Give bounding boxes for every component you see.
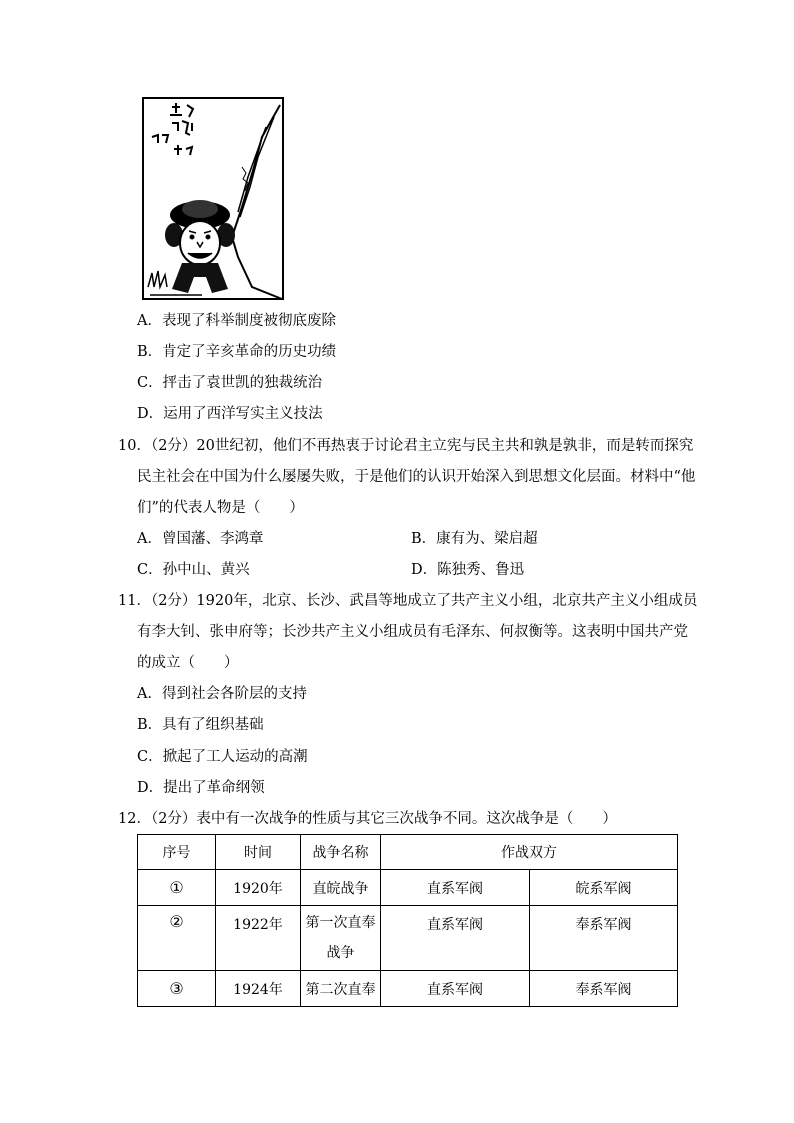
q9-option-d: D．运用了西洋写实主义技法 [137,406,323,422]
row-side-2: 皖系军阀 [530,870,678,906]
row-war-name-cell [301,906,381,971]
political-cartoon-image [142,97,284,300]
q11-option-d: D．提出了革命纲领 [137,780,265,796]
row-side-1: 直系军阀 [381,870,530,906]
q11-option-b: B．具有了组织基础 [137,717,264,733]
row-serial: ② [138,906,216,971]
q9-option-b: B．肯定了辛亥革命的历史功绩 [137,344,337,360]
row-war-name: 直皖战争 [301,870,381,906]
header-sides: 作战双方 [381,835,678,870]
row-side-1: 直系军阀 [381,971,530,1007]
row-side-1: 直系军阀 [381,906,530,971]
table-row [138,971,678,1007]
q11-stem-line1: 11．（2分）1920年，北京、长沙、武昌等地成立了共产主义小组，北京共产主义小组成员 [118,593,698,609]
row-time: 1924年 [216,971,301,1007]
q11-option-c: C．掀起了工人运动的高潮 [137,749,308,765]
table-row [138,906,678,971]
q11-stem-line3: 的成立（ ） [137,655,239,671]
row-war-name: 第二次直奉 [301,971,381,1007]
q10-stem-line3: 们”的代表人物是（ ） [137,500,304,516]
q10-option-a: A．曾国藩、李鸿章 [137,531,264,547]
table-row [138,870,678,906]
header-time: 时间 [216,835,301,870]
war-table [137,834,678,1007]
row-serial: ③ [138,971,216,1007]
table-header-row [138,835,678,870]
q10-stem-line2: 民主社会在中国为什么屡屡失败，于是他们的认识开始深入到思想文化层面。材料中“他 [137,469,696,485]
q10-stem-line1: 10．（2分）20世纪初，他们不再热衷于讨论君主立宪与民主共和孰是孰非，而是转而探究 [118,438,694,454]
row-side-2: 奉系军阀 [530,971,678,1007]
q10-option-c: C．孙中山、黄兴 [137,562,250,578]
header-serial: 序号 [138,835,216,870]
row-war-name-cont: 战争 [326,945,355,961]
q9-option-c: C．抨击了袁世凯的独裁统治 [137,375,323,391]
q12-stem: 12．（2分）表中有一次战争的性质与其它三次战争不同。这次战争是（ ） [118,811,617,827]
q10-option-b: B．康有为、梁启超 [411,531,538,547]
row-side-2: 奉系军阀 [530,906,678,971]
row-time: 1920年 [216,870,301,906]
header-war-name: 战争名称 [301,835,381,870]
q9-option-a: A．表现了科举制度被彻底废除 [137,313,336,329]
q11-stem-line2: 有李大钊、张申府等；长沙共产主义小组成员有毛泽东、何叔衡等。这表明中国共产党 [137,624,688,640]
row-serial: ① [138,870,216,906]
q11-option-a: A．得到社会各阶层的支持 [137,686,307,702]
row-war-name: 第一次直奉 [305,915,376,931]
row-time: 1922年 [216,906,301,971]
q10-option-d: D．陈独秀、鲁迅 [411,562,525,578]
